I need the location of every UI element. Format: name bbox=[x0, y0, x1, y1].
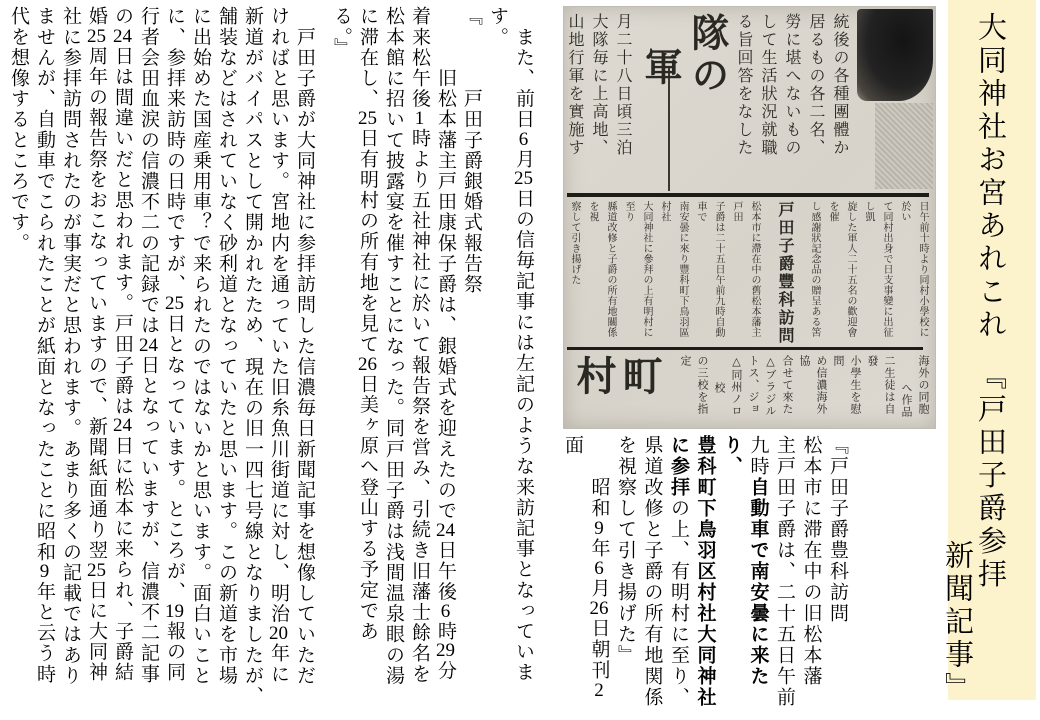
text-segment: して生活狀況就職 bbox=[759, 13, 776, 157]
text-segment: す。 bbox=[487, 6, 508, 48]
text-segment: 大同神社に參拜の上有明村に至り bbox=[623, 201, 652, 338]
text-column bbox=[586, 13, 610, 191]
text-segment: め信濃海外協 bbox=[798, 355, 827, 415]
text-segment: に滞在し、25日有明村の所有地を見て26日美ヶ原へ登山する予定であ bbox=[357, 6, 378, 642]
text-column bbox=[779, 13, 803, 191]
newspaper-rule-1 bbox=[567, 193, 929, 197]
text-column bbox=[570, 355, 662, 426]
text-segment: 山地行軍を實施す bbox=[566, 13, 583, 157]
text-column bbox=[612, 435, 639, 720]
text-segment: 松本市に滞在中の旧松本藩 bbox=[800, 435, 822, 687]
text-segment: 隊の bbox=[685, 13, 727, 97]
text-segment: 小學生を慰問 bbox=[832, 355, 861, 415]
text-segment: を視察して引き揚げた』 bbox=[615, 435, 636, 666]
text-segment: 県道改修と子爵の所有地関係 bbox=[641, 435, 663, 708]
newspaper-bottom-section bbox=[563, 355, 931, 426]
text-segment: へ作品 bbox=[900, 382, 912, 418]
text-column bbox=[510, 6, 536, 718]
text-column bbox=[583, 201, 619, 345]
text-column bbox=[691, 201, 727, 345]
text-segment: の三校を指定 bbox=[679, 355, 708, 415]
text-segment: の24日は間違いだと思われます。戸田子爵は24日に松本に来られ、子爵結 bbox=[112, 6, 133, 683]
newspaper-middle-section bbox=[563, 201, 931, 345]
text-column bbox=[827, 13, 851, 191]
text-column bbox=[458, 6, 484, 718]
text-column bbox=[213, 6, 239, 718]
text-column bbox=[755, 13, 779, 191]
text-column bbox=[638, 435, 665, 720]
text-column bbox=[897, 355, 914, 426]
newspaper-rule-2 bbox=[567, 347, 923, 350]
newspaper-top-section bbox=[563, 13, 851, 191]
text-column bbox=[655, 201, 691, 345]
text-column bbox=[761, 355, 778, 426]
text-column bbox=[773, 201, 795, 345]
text-segment: に出始めた国産乗用車？で来られたのではないかと思います。面白いこと bbox=[190, 6, 211, 686]
text-segment: 社に参拝訪問されたのが事実だと思われます。あまり多くの記載ではあり bbox=[60, 6, 81, 686]
text-segment: 松本市に滯在中の舊松本藩主戸田 bbox=[731, 201, 760, 338]
text-column bbox=[432, 6, 458, 718]
text-segment: 九時 bbox=[747, 435, 769, 477]
text-column bbox=[863, 355, 897, 426]
text-column bbox=[637, 13, 681, 191]
text-column bbox=[31, 6, 57, 718]
text-column bbox=[778, 355, 795, 426]
text-segment: △同州ノロ bbox=[730, 355, 742, 417]
newspaper-clipping-image bbox=[563, 6, 936, 429]
text-column bbox=[718, 435, 771, 720]
text-segment: に、参拝来訪時の日時ですが、25日となっています。ところが、19報の同 bbox=[164, 6, 185, 683]
text-segment: 町村 bbox=[571, 355, 662, 397]
text-segment: 大隊毎に上高地、 bbox=[590, 13, 607, 157]
text-column bbox=[187, 6, 213, 718]
text-segment: 二生徒は自發 bbox=[866, 355, 895, 415]
text-segment: 戸田子爵が大同神社に参拝訪問した信濃毎日新聞記事を想像していただ bbox=[294, 6, 315, 686]
text-segment: 舗装などはされていなく砂利道となっていたと思います。この新道を市場 bbox=[216, 6, 237, 686]
text-column bbox=[328, 6, 354, 718]
text-column bbox=[824, 435, 851, 720]
text-column bbox=[83, 6, 109, 718]
text-column bbox=[829, 355, 863, 426]
text-segment: 察して引き揚げた bbox=[569, 201, 580, 285]
text-segment: 合せて來た bbox=[781, 355, 793, 415]
text-column bbox=[610, 13, 634, 191]
text-column bbox=[684, 13, 728, 191]
page-title-line2: 新聞記事』 bbox=[941, 540, 973, 705]
text-segment: 旧松本藩主戸田康保子爵は、銀婚式を迎えたので24日午後6時29分 bbox=[435, 6, 456, 682]
emphasized-text: 自動車で南安曇に来たり、 bbox=[721, 435, 769, 687]
main-text-block bbox=[10, 6, 536, 718]
text-segment: ければと思います。宮地内を通っていた旧糸魚川街道に対し、明治20年に bbox=[268, 6, 289, 685]
text-column bbox=[406, 6, 432, 718]
text-segment: 南安曇に來り豐科町下鳥羽區村社 bbox=[659, 201, 688, 338]
text-column bbox=[691, 435, 718, 720]
text-segment: 松本館に招いて披露宴を催すことになった。同戸田子爵は浅間温泉眼の湯 bbox=[383, 6, 404, 686]
text-segment: 着来松午後1時より五社神社に於いて報告祭を営み、引続き旧藩士餘名を bbox=[409, 6, 430, 685]
text-segment: ませんが、自動車でこられたことが紙面となったことに昭和9年と云う時 bbox=[34, 6, 55, 685]
text-segment: る。』 bbox=[331, 6, 352, 59]
text-segment: 海外の同胞 bbox=[917, 355, 929, 415]
text-column bbox=[895, 201, 931, 345]
text-column bbox=[565, 201, 583, 345]
text-segment: の上、有明村に至り、 bbox=[668, 498, 689, 708]
text-column bbox=[676, 355, 710, 426]
text-segment: 月二十八日頃三泊 bbox=[614, 13, 631, 157]
text-segment: 校 bbox=[713, 382, 725, 394]
text-column bbox=[710, 355, 727, 426]
text-column bbox=[563, 13, 586, 191]
text-segment: 代を想像するところです。 bbox=[8, 6, 29, 254]
text-column bbox=[771, 435, 798, 720]
text-column bbox=[619, 201, 655, 345]
text-segment: 日午前十時より同村小學校に於い bbox=[899, 201, 928, 338]
text-column bbox=[823, 201, 859, 345]
text-column bbox=[57, 6, 83, 718]
text-column bbox=[665, 435, 692, 720]
text-column bbox=[161, 6, 187, 718]
text-column bbox=[354, 6, 380, 718]
text-segment: 昭和9年6月26日朝刊2面 bbox=[562, 435, 610, 700]
text-column bbox=[484, 6, 510, 718]
text-column bbox=[265, 6, 291, 718]
text-column bbox=[5, 6, 31, 718]
text-column bbox=[805, 201, 823, 345]
text-segment: 婚25周年の報告祭をおこなっていますので、新聞紙面通り翌25日に大同神 bbox=[86, 6, 107, 683]
text-column bbox=[797, 435, 824, 720]
text-segment: また、前日6月25日の信毎記事には左記のような来訪記事となっていま bbox=[513, 6, 534, 683]
text-column bbox=[803, 13, 827, 191]
text-column bbox=[291, 6, 317, 718]
text-segment: し感謝狀記念品の贈呈ある筈 bbox=[809, 201, 820, 338]
text-segment: 旋した軍人二十五名の歡迎會を催 bbox=[827, 201, 856, 338]
text-column bbox=[795, 355, 829, 426]
newspaper-halftone-area bbox=[875, 103, 933, 189]
text-segment: 主戸田子爵は、二十五日午前 bbox=[774, 435, 795, 708]
newspaper-transcription-block bbox=[562, 435, 850, 720]
emphasized-text: 豊科町下鳥羽区村社大同神社 bbox=[694, 435, 716, 708]
text-column bbox=[727, 201, 763, 345]
emphasized-text: に参拝 bbox=[668, 435, 689, 498]
text-column bbox=[914, 355, 931, 426]
text-segment: 『戸田子爵豊科訪問 bbox=[827, 435, 848, 624]
text-column bbox=[239, 6, 265, 718]
text-segment: 『 戸田子爵銀婚式報告祭 bbox=[461, 6, 482, 295]
text-column bbox=[859, 201, 895, 345]
text-column bbox=[559, 435, 612, 720]
text-column bbox=[109, 6, 135, 718]
page-title bbox=[940, 12, 1006, 714]
text-segment: 新道がバイパスとして開かれたため、現在の旧一四七号線となりましたが、 bbox=[242, 6, 263, 707]
text-column bbox=[731, 13, 755, 191]
text-segment: る旨回答をなした bbox=[735, 13, 752, 157]
text-column bbox=[744, 355, 761, 426]
text-segment: 居るもの各二名、 bbox=[807, 13, 824, 157]
text-column bbox=[380, 6, 406, 718]
text-segment: 行者会田血涙の信濃不二の記録では24日となっていますが、信濃不二記事 bbox=[138, 6, 159, 685]
page-title-line1: 大同神社お宮あれこれ 『戸田子爵参拝 bbox=[974, 12, 1006, 592]
text-column bbox=[727, 355, 744, 426]
text-segment: 子爵は二十五日午前九時自動車で bbox=[695, 201, 724, 338]
text-segment: 戸田子爵豐科訪問 bbox=[776, 201, 793, 345]
text-segment: △ブラジル bbox=[764, 355, 776, 417]
text-segment: トス、ジョ bbox=[747, 355, 759, 415]
text-segment: 縣道改修と子爵の所有地關係を視 bbox=[587, 201, 616, 338]
text-column bbox=[135, 6, 161, 718]
newspaper-photo-blob bbox=[857, 9, 933, 101]
text-segment: 軍 bbox=[638, 47, 680, 89]
text-segment: て同村出身で日支事變に出征し凱 bbox=[863, 201, 892, 338]
text-segment: 勞に堪へないもの bbox=[783, 13, 800, 157]
text-segment: 統後の各種團體か bbox=[831, 13, 848, 157]
